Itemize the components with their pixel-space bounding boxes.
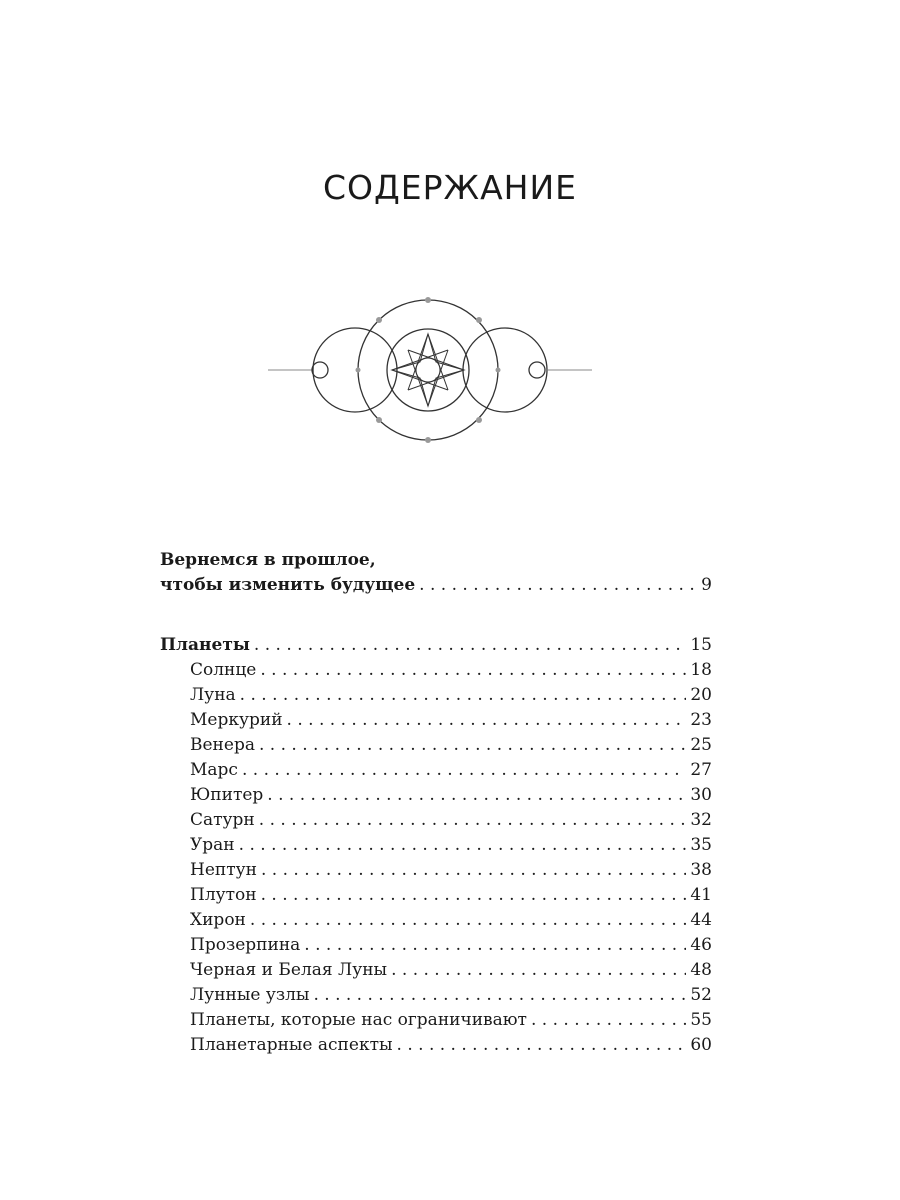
toc-entry[interactable] [160, 783, 712, 808]
dot-leader [397, 1033, 687, 1058]
toc-entry[interactable] [160, 933, 712, 958]
toc-page-number: 20 [690, 685, 712, 705]
toc-page-number: 60 [690, 1035, 712, 1055]
dot-leader [254, 633, 686, 658]
toc-page-number: 25 [690, 735, 712, 755]
dot-leader [259, 733, 686, 758]
toc-page-number: 35 [690, 835, 712, 855]
dot-leader [240, 683, 687, 708]
dot-leader [419, 573, 697, 598]
toc-entry[interactable] [160, 658, 712, 683]
toc-entry-title: Венера [190, 735, 255, 755]
toc-page-number: 15 [690, 635, 712, 655]
toc-entry[interactable] [160, 833, 712, 858]
toc-entry-title: Юпитер [190, 785, 264, 805]
toc-entry-title: чтобы изменить будущее [160, 575, 416, 595]
toc-entry[interactable] [160, 1033, 712, 1058]
toc-entry-title: Марс [190, 760, 238, 780]
toc-entry-title: Планеты, которые нас ограничивают [190, 1010, 527, 1030]
dot-leader [261, 858, 686, 883]
dot-leader [531, 1008, 686, 1033]
dot-leader [259, 808, 687, 833]
toc-entry-intro-line1[interactable] [160, 548, 712, 573]
dot-leader [250, 908, 686, 933]
toc-page-number: 38 [690, 860, 712, 880]
toc-section-title: Планеты [160, 635, 250, 655]
toc-page-number: 52 [690, 985, 712, 1005]
toc-entry[interactable] [160, 858, 712, 883]
toc-entry-intro[interactable] [160, 573, 712, 598]
toc-entry-title: Вернемся в прошлое, [160, 550, 376, 570]
toc-entry-title: Черная и Белая Луны [190, 960, 388, 980]
toc-entry-title: Нептун [190, 860, 257, 880]
toc-entry-title: Сатурн [190, 810, 255, 830]
toc-page-number: 18 [690, 660, 712, 680]
toc-entry-title: Солнце [190, 660, 257, 680]
toc-entry[interactable] [160, 958, 712, 983]
toc-entry-title: Лунные узлы [190, 985, 310, 1005]
toc-entry[interactable] [160, 708, 712, 733]
dot-leader [287, 708, 687, 733]
dot-leader [261, 883, 687, 908]
toc-entry[interactable] [160, 1008, 712, 1033]
table-of-contents [160, 548, 712, 1058]
toc-entry[interactable] [160, 683, 712, 708]
toc-page-number: 9 [701, 575, 712, 595]
toc-page-number: 48 [690, 960, 712, 980]
toc-entry-title: Хирон [190, 910, 246, 930]
dot-leader [239, 833, 687, 858]
toc-section-planets[interactable] [160, 633, 712, 658]
toc-entry-title: Планетарные аспекты [190, 1035, 393, 1055]
toc-page-number: 30 [690, 785, 712, 805]
toc-entry[interactable] [160, 758, 712, 783]
toc-entry-title: Плутон [190, 885, 257, 905]
toc-entry[interactable] [160, 808, 712, 833]
dot-leader [260, 658, 686, 683]
toc-entry[interactable] [160, 908, 712, 933]
toc-page-number: 44 [690, 910, 712, 930]
toc-entry-title: Прозерпина [190, 935, 301, 955]
dot-leader [304, 933, 686, 958]
toc-entry[interactable] [160, 733, 712, 758]
toc-entry[interactable] [160, 983, 712, 1008]
toc-page-number: 41 [690, 885, 712, 905]
toc-entry[interactable] [160, 883, 712, 908]
toc-page-number: 23 [690, 710, 712, 730]
dot-leader [242, 758, 686, 783]
toc-entry-title: Меркурий [190, 710, 283, 730]
dot-leader [313, 983, 686, 1008]
page-title: СОДЕРЖАНИЕ [322, 168, 578, 207]
toc-page-number: 46 [690, 935, 712, 955]
toc-entry-title: Луна [190, 685, 236, 705]
toc-page-number: 32 [690, 810, 712, 830]
dot-leader [267, 783, 686, 808]
celestial-emblem-icon [260, 290, 600, 450]
toc-page-number: 55 [690, 1010, 712, 1030]
toc-entry-title: Уран [190, 835, 235, 855]
toc-page-number: 27 [690, 760, 712, 780]
dot-leader [391, 958, 686, 983]
toc-subentries [160, 658, 712, 1058]
